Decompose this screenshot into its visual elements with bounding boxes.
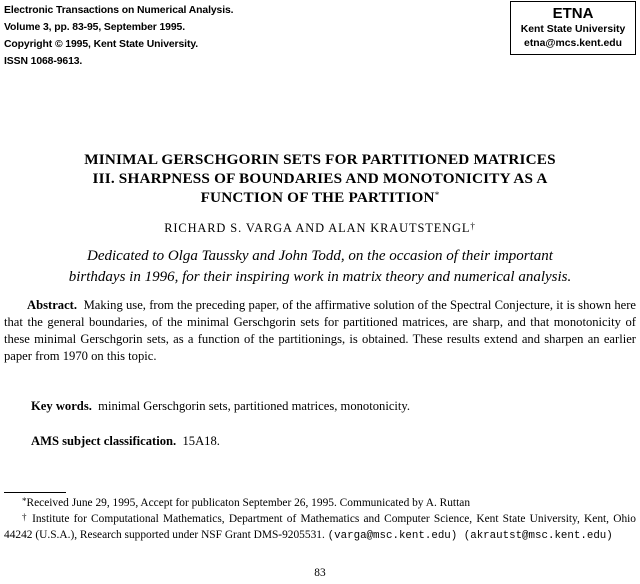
etna-email: etna@mcs.kent.edu <box>524 38 622 49</box>
title-line-2: III. SHARPNESS OF BOUNDARIES AND MONOTONICITY AS A <box>92 170 548 187</box>
journal-issn: ISSN 1068-9613. <box>4 56 83 67</box>
footnote-received-marker: * <box>22 496 27 506</box>
footnote-affiliation-marker: † <box>22 512 28 522</box>
ams-classification <box>31 433 220 450</box>
ams-text: 15A18. <box>182 434 220 448</box>
dedication-line-2: birthdays in 1996, for their inspiring work in matrix theory and numerical analysis. <box>68 269 572 285</box>
title-line-3 <box>0 188 640 207</box>
footnote-emails: (varga@msc.kent.edu) (akrautst@msc.kent.edu) <box>327 530 613 542</box>
authors-text: RICHARD S. VARGA AND ALAN KRAUTSTENGL <box>164 221 471 235</box>
title-footnote-marker: * <box>434 190 440 200</box>
abstract <box>4 297 636 365</box>
dedication-line-1: Dedicated to Olga Taussky and John Todd, on the occasion of their important <box>87 248 553 264</box>
page-number: 83 <box>314 567 326 579</box>
footnote-rule <box>4 492 66 493</box>
ams-label: AMS subject classification. <box>31 434 177 448</box>
etna-box <box>510 1 636 55</box>
journal-name: Electronic Transactions on Numerical Analysis. <box>4 5 234 16</box>
keywords-text: minimal Gerschgorin sets, partitioned matrices, monotonicity. <box>98 399 411 413</box>
footnote-received <box>4 495 636 511</box>
etna-title: ETNA <box>552 5 594 22</box>
paper-title <box>0 150 640 207</box>
journal-header <box>4 2 233 70</box>
journal-volume: Volume 3, pp. 83-95, September 1995. <box>4 22 186 33</box>
authors <box>0 220 640 236</box>
footnote-affiliation-text: Institute for Computational Mathematics, Department of Mathematics and Computer Science, Kent State University, Kent, Ohio 44242 (U.S.A.), Research supported under NSF Grant DMS-9205531. <box>4 513 637 541</box>
footnote-received-text: Received June 29, 1995, Accept for publicaton September 26, 1995. Communicated by A. Ruttan <box>26 497 471 509</box>
abstract-text: Making use, from the preceding paper, of the affirmative solution of the Spectral Conjecture, it is shown here that the general boundaries, of the minimal Gerschgorin sets for partitioned matrices, are sharp, and that monotonicity of these minimal Gerschgorin sets, as a function of the partitionings, is obtained. These results extend and sharpen an earlier paper from 1970 on this topic. <box>4 298 637 363</box>
author-footnote-marker: † <box>470 221 476 231</box>
abstract-label: Abstract. <box>27 298 78 312</box>
title-line-3-text: FUNCTION OF THE PARTITION <box>200 189 435 206</box>
title-line-1: MINIMAL GERSCHGORIN SETS FOR PARTITIONED MATRICES <box>84 151 556 168</box>
footnotes <box>4 495 636 544</box>
keywords <box>31 398 410 415</box>
journal-copyright: Copyright © 1995, Kent State University. <box>4 39 199 50</box>
dedication <box>0 246 640 288</box>
footnote-affiliation <box>4 511 636 544</box>
keywords-label: Key words. <box>31 399 92 413</box>
etna-university: Kent State University <box>520 24 626 35</box>
